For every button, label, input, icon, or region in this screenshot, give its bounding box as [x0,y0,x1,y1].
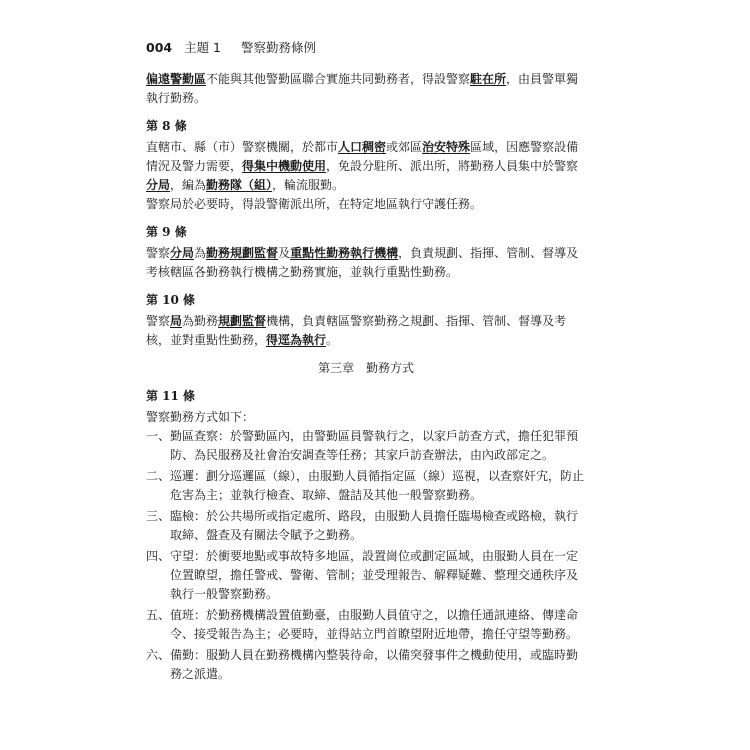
text-run: ，免設分駐所、派出所，將勤務人員集中於警察 [326,159,579,173]
article-11-heading: 第 11 條 [146,389,196,403]
key-term: 人口稠密 [338,140,387,154]
list-item-marker: 六、 [146,648,171,662]
article-8-paragraph-2: 警察局於必要時，得設警衛派出所，在特定地區執行守護任務。 [146,197,483,211]
list-item-text: 值班：於勤務機構設置值勤臺，由服勤人員值守之，以擔任通訊連絡、傳達命令、接受報告為主；必要時，並得站立門首瞭望附近地帶，擔任守望等勤務。 [170,608,579,641]
intro-paragraph [146,70,586,108]
key-term: 分局 [170,246,195,260]
text-run: 或郊區 [386,140,423,154]
key-term: 規劃監督 [218,314,267,328]
list-item-text: 勤區查察：於警勤區內，由警勤區員警執行之，以家戶訪查方式，擔任犯罪預防、為民服務及社會治安調查等任務；其家戶訪查辦法，由內政部定之。 [170,429,579,462]
list-item-text: 備勤：服勤人員在勤務機構內整裝待命，以備突發事件之機動使用，或臨時勤務之派遣。 [170,648,579,681]
list-item [146,646,586,684]
text-run: 。 [326,333,339,347]
list-item [146,507,586,545]
text-run: 直轄市、縣（市）警察機關，於都市 [146,140,339,154]
text-run: 警察 [146,314,171,328]
article-9-heading: 第 9 條 [146,225,187,239]
text-run: 區域，因應警察設備情況及警力需要， [146,140,579,173]
key-term: 分局 [146,178,171,192]
text-run: ，編為 [170,178,207,192]
text-run: 為 [194,246,207,260]
article-11-item-list [146,427,586,684]
list-item [146,606,586,644]
key-term: 駐在所 [470,72,507,86]
list-item [146,547,586,604]
article-10-paragraph-1 [146,312,586,350]
list-item-marker: 三、 [146,509,171,523]
list-item-marker: 一、 [146,429,171,443]
list-item [146,427,586,465]
topic-label: 主題 1 [184,40,222,55]
text-run: 機構，負責轄區警察勤務之規劃、指揮、管制、督導及考核，並對重點性勤務， [146,314,567,347]
text-run: 警察 [146,246,171,260]
text-run: ，負責規劃、指揮、管制、督導及考核轄區各勤務執行機構之勤務實施，並執行重點性勤務。 [146,246,579,279]
key-term: 得逕為執行 [266,333,327,347]
chapter-heading: 第三章 勤務方式 [317,361,414,375]
text-run: ，由員警單獨執行勤務。 [146,72,579,105]
document-page [146,38,586,686]
text-run: ，輪流服勤。 [272,178,345,192]
article-8-paragraph-1 [146,138,586,195]
article-10-heading: 第 10 條 [146,293,196,307]
list-item-text: 守望：於衝要地點或事故特多地區，設置崗位或劃定區域，由服勤人員在一定位置瞭望，擔任警戒、警衛、管制；並受理報告、解釋疑難、整理交通秩序及執行一般警察勤務。 [170,549,579,601]
key-term: 治安特殊 [422,140,471,154]
key-term: 勤務隊（組） [206,178,273,192]
running-title: 警察勤務條例 [241,40,317,55]
key-term: 偏遠警勤區 [146,72,207,86]
list-item-marker: 五、 [146,608,171,622]
text-run: 及 [278,246,291,260]
article-11-lead: 警察勤務方式如下： [146,410,255,424]
key-term: 重點性勤務執行機構 [290,246,399,260]
text-run: 為勤務 [182,314,219,328]
list-item [146,467,586,505]
list-item-text: 臨檢：於公共場所或指定處所、路段，由服勤人員擔任臨場檢查或路檢，執行取締、盤查及有關法令賦予之勤務。 [170,509,579,542]
key-term: 勤務規劃監督 [206,246,279,260]
list-item-text: 巡邏：劃分巡邏區（線），由服勤人員循指定區（線）巡視，以查察奸宄，防止危害為主；並執行檢查、取締、盤詰及其他一般警察勤務。 [170,469,585,502]
page-header [146,38,586,56]
text-run: 不能與其他警勤區聯合實施共同勤務者，得設警察 [206,72,471,86]
article-8-heading: 第 8 條 [146,119,187,133]
article-9-paragraph-1 [146,244,586,282]
key-term: 得集中機動使用 [242,159,327,173]
list-item-marker: 四、 [146,549,171,563]
page-number: 004 [146,40,173,55]
list-item-marker: 二、 [146,469,171,483]
key-term: 局 [170,314,183,328]
